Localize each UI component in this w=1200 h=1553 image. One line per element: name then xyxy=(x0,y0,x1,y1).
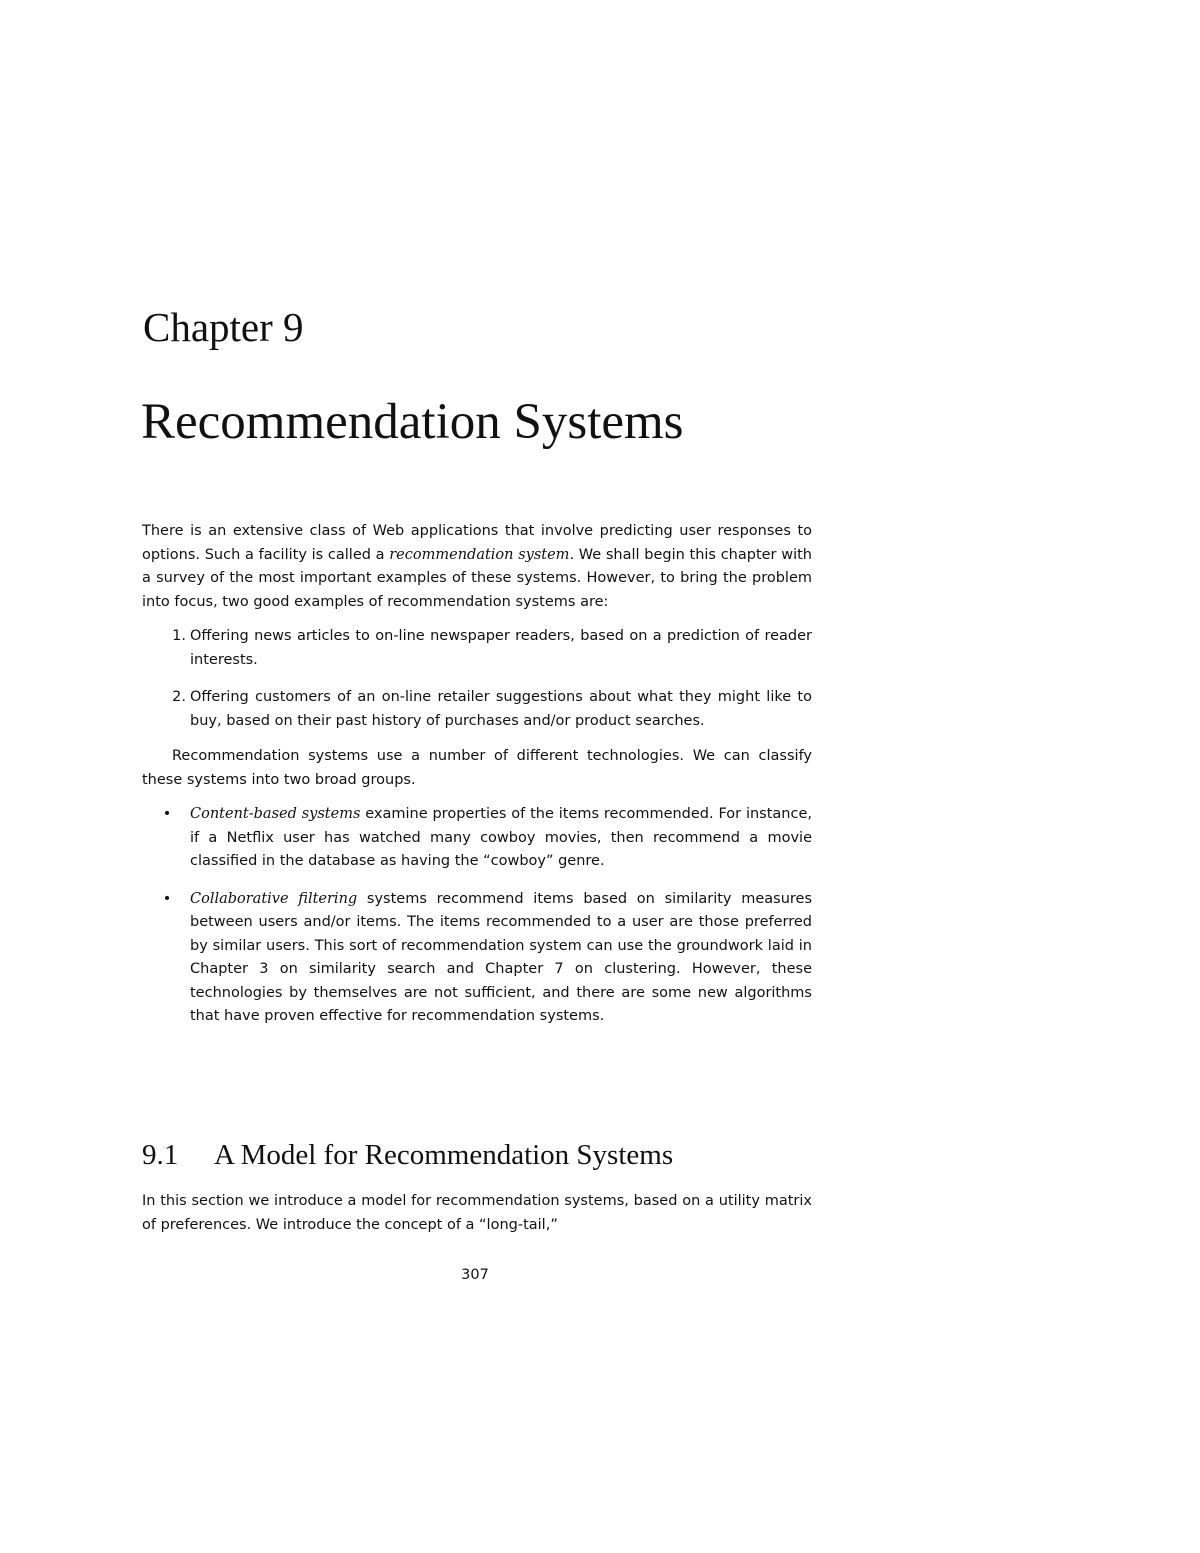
chapter-label: Chapter 9 xyxy=(143,304,304,350)
intro-term: recommendation system xyxy=(389,546,570,563)
list-item-text: Offering customers of an on-line retailer suggestions about what they might like to buy, based on their past history of purchases and/or product searches. xyxy=(190,689,812,729)
list-item xyxy=(142,686,812,733)
bullet-marker: • xyxy=(162,806,172,822)
section-heading xyxy=(142,1137,673,1173)
intro-paragraph xyxy=(142,520,812,614)
group-text: examine properties of the items recommended. For instance, if a Netflix user has watched many cowboy movies, then recommend a movie classified in the database as having the “cowboy” genre. xyxy=(190,806,812,869)
intro-text-start: There is an extensive class of Web applications that involve predicting user responses to options. Such a facility is called a xyxy=(142,523,812,563)
intro-text-end: . We shall begin this chapter with a survey of the most important examples of these systems. However, to bring the problem into focus, two good examples of recommendation systems are: xyxy=(142,546,812,610)
page-number: 307 xyxy=(461,1267,489,1283)
bullet-marker: • xyxy=(162,890,172,907)
chapter-title: Recommendation Systems xyxy=(141,394,684,450)
list-item xyxy=(142,803,812,874)
list-marker: 2. xyxy=(172,689,186,705)
group-term: Collaborative filtering xyxy=(190,890,358,907)
list-item-text: Offering news articles to on-line newspaper readers, based on a prediction of reader interests. xyxy=(190,628,812,668)
group-text: systems recommend items based on similarity measures between users and/or items. The items recommended to a user are those preferred by similar users. This sort of recommendation system can use the groundwork laid in Chapter 3 on similarity search and Chapter 7 on clustering. However, these technologies by themselves are not sufficient, and there are some new algorithms that have proven effective for recommendation systems. xyxy=(190,890,812,1024)
list-item xyxy=(142,888,812,1029)
groups-list xyxy=(142,803,812,1029)
list-item xyxy=(142,625,812,672)
section-number: 9.1 xyxy=(142,1139,179,1171)
group-term: Content-based systems xyxy=(190,806,361,822)
section-paragraph: In this section we introduce a model for recommendation systems, based on a utility matrix of preferences. We introduce the concept of a “long-tail,” xyxy=(142,1193,812,1233)
list-marker: 1. xyxy=(172,628,186,644)
examples-list xyxy=(142,625,812,733)
chapter-body xyxy=(142,520,812,1029)
section-title: A Model for Recommendation Systems xyxy=(214,1139,674,1171)
technologies-paragraph: Recommendation systems use a number of different technologies. We can classify these systems into two broad groups. xyxy=(142,748,812,788)
